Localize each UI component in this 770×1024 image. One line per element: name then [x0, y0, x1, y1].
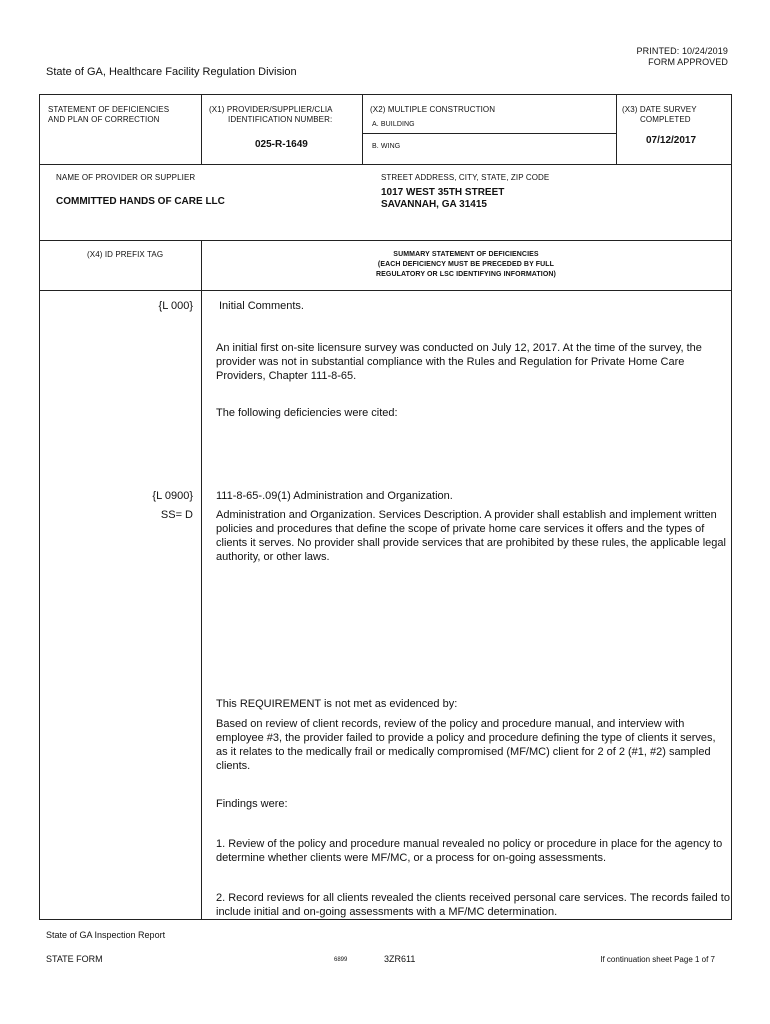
provider-name: COMMITTED HANDS OF CARE LLC [56, 196, 225, 207]
x2-wing: B. WING [372, 143, 401, 150]
summary-heading-2: (EACH DEFICIENCY MUST BE PRECEDED BY FULL [377, 261, 555, 268]
deficiencies-cited: The following deficiencies were cited: [216, 407, 398, 419]
x1-label-1: (X1) PROVIDER/SUPPLIER/CLIA [209, 105, 333, 114]
finding-1: 1. Review of the policy and procedure manual revealed no policy or procedure in place for the agency to determine whether clients were MF/MC, or a process for on-going assessments. [216, 838, 723, 864]
x4-label: (X4) ID PREFIX TAG [87, 250, 164, 259]
provider-id: 025-R-1649 [255, 139, 308, 150]
summary-heading-1: SUMMARY STATEMENT OF DEFICIENCIES [393, 251, 539, 258]
statement-label-2: AND PLAN OF CORRECTION [48, 115, 160, 124]
address-line1: 1017 WEST 35TH STREET [381, 187, 505, 198]
requirement-statement: This REQUIREMENT is not met as evidenced by: [216, 698, 458, 710]
rule-text: Administration and Organization. Services Description. A provider shall establish and implement written policies and procedures that define the scope of private home care services it offers and the types of clients it serves. No provider shall provide services that are prohibited by these rules, the applicable legal authority, or other laws. [216, 509, 726, 563]
printed-date: PRINTED: 10/24/2019 [636, 46, 728, 56]
provider-label: NAME OF PROVIDER OR SUPPLIER [56, 173, 196, 182]
findings-heading: Findings were: [216, 798, 288, 810]
scope-severity: SS= D [160, 509, 193, 521]
address-label: STREET ADDRESS, CITY, STATE, ZIP CODE [381, 173, 550, 182]
address-line2: SAVANNAH, GA 31415 [381, 199, 487, 210]
survey-paragraph: An initial first on-site licensure survey was conducted on July 12, 2017. At the time of the survey, the provider was not in substantial compliance with the Rules and Regulation for Private Home Care Providers, Chapter 111-8-65. [216, 342, 702, 382]
finding-2: 2. Record reviews for all clients revealed the clients received personal care services. The records failed to include initial and on-going assessments with a MF/MC determination. [216, 892, 730, 918]
summary-heading-3: REGULATORY OR LSC IDENTIFYING INFORMATION) [376, 271, 556, 278]
event-id: 3ZR611 [384, 954, 416, 964]
based-on-paragraph: Based on review of client records, review of the policy and procedure manual, and interview with employee #3, the provider failed to provide a policy and procedure defining the type of clients it serves, as it relates to the medically frail or medically compromised (MF/MC) client for 2 of 2 (#1, #2) sampled clients. [216, 718, 716, 772]
continuation-note: If continuation sheet Page 1 of 7 [600, 955, 715, 964]
report-name: State of GA Inspection Report [46, 930, 166, 940]
state-form-label: STATE FORM [46, 954, 103, 964]
x1-label-2: IDENTIFICATION NUMBER: [228, 115, 333, 124]
prefix-tag-l000: {L 000} [158, 300, 193, 312]
agency-title: State of GA, Healthcare Facility Regulation Division [46, 66, 297, 78]
rule-title: 111-8-65-.09(1) Administration and Organization. [216, 490, 453, 502]
survey-date: 07/12/2017 [646, 135, 697, 146]
prefix-tag-l0900: {L 0900} [152, 490, 193, 502]
x2-label: (X2) MULTIPLE CONSTRUCTION [370, 105, 496, 114]
form-approved: FORM APPROVED [648, 57, 728, 67]
x3-label-2: COMPLETED [640, 115, 691, 124]
initial-comments-heading: Initial Comments. [219, 300, 304, 312]
form-code: 6899 [334, 957, 348, 963]
statement-label-1: STATEMENT OF DEFICIENCIES [48, 105, 170, 114]
x3-label-1: (X3) DATE SURVEY [622, 105, 697, 114]
x2-building: A. BUILDING [372, 121, 415, 128]
